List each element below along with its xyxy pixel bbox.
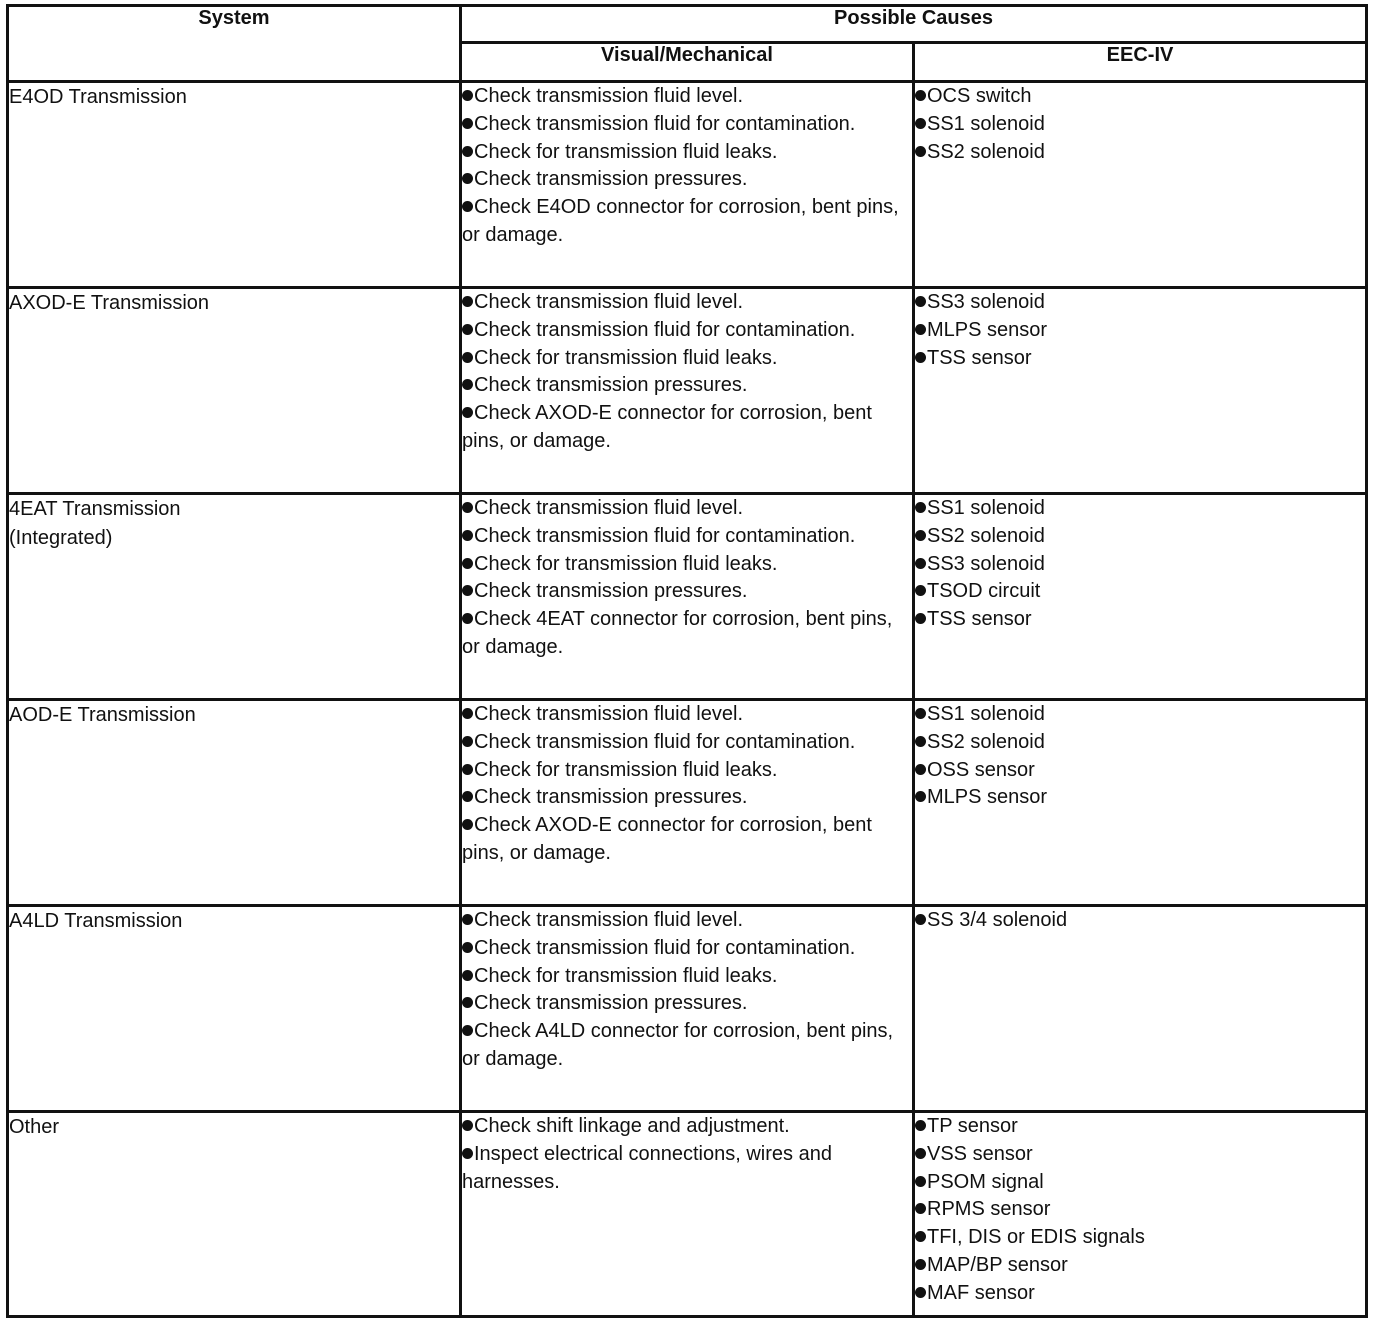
cause-text: PSOM signal xyxy=(927,1170,1044,1193)
eec-cause-item xyxy=(915,289,1365,317)
eec-cause-item xyxy=(915,345,1365,373)
system-cell xyxy=(8,700,461,906)
cause-text: Check transmission fluid level. xyxy=(474,291,743,313)
cause-text: SS2 solenoid xyxy=(927,730,1045,753)
eec-iv-cell xyxy=(914,82,1367,288)
eec-cause-item xyxy=(915,606,1365,634)
visual-cause-item xyxy=(462,495,912,523)
cause-text: MLPS sensor xyxy=(927,318,1048,341)
table-row xyxy=(8,288,1367,494)
eec-iv-cell xyxy=(914,700,1367,906)
cause-text: SS3 solenoid xyxy=(927,291,1045,313)
eec-cause-item xyxy=(915,1252,1365,1280)
visual-mechanical-cell xyxy=(461,1112,914,1317)
visual-cause-item xyxy=(462,1018,912,1074)
eec-cause-list xyxy=(915,83,1365,166)
cause-text: TP sensor xyxy=(927,1115,1018,1137)
system-name: A4LD Transmission xyxy=(9,910,183,932)
visual-cause-list xyxy=(462,907,912,1074)
bullet-icon xyxy=(462,613,473,624)
cause-text: Check transmission pressures. xyxy=(474,580,748,603)
cause-text: MLPS sensor xyxy=(927,786,1048,809)
eec-iv-cell xyxy=(914,1112,1367,1317)
bullet-icon xyxy=(915,296,926,307)
bullet-icon xyxy=(915,1259,926,1270)
visual-cause-item xyxy=(462,963,912,991)
visual-cause-list xyxy=(462,83,912,250)
visual-mechanical-cell xyxy=(461,288,914,494)
bullet-icon xyxy=(462,819,473,830)
visual-cause-list xyxy=(462,495,912,662)
table-row xyxy=(8,906,1367,1112)
visual-cause-item xyxy=(462,317,912,345)
cause-text: MAP/BP sensor xyxy=(927,1253,1068,1276)
cause-text: TSOD circuit xyxy=(927,580,1041,603)
visual-mechanical-cell xyxy=(461,700,914,906)
visual-cause-item xyxy=(462,523,912,551)
bullet-icon xyxy=(462,146,473,157)
system-header: System xyxy=(8,6,461,82)
eec-cause-item xyxy=(915,1141,1365,1169)
cause-text: Check transmission fluid level. xyxy=(474,497,743,519)
eec-iv-cell xyxy=(914,288,1367,494)
bullet-icon xyxy=(462,997,473,1008)
cause-text: Check AXOD-E connector for corrosion, bent pins, or damage. xyxy=(462,814,872,864)
cause-text: Check transmission fluid level. xyxy=(474,909,743,931)
bullet-icon xyxy=(915,146,926,157)
bullet-icon xyxy=(462,585,473,596)
cause-text: Check transmission fluid level. xyxy=(474,85,743,107)
cause-text: VSS sensor xyxy=(927,1142,1033,1165)
visual-cause-item xyxy=(462,372,912,400)
system-name: AXOD-E Transmission xyxy=(9,292,210,314)
bullet-icon xyxy=(915,764,926,775)
eec-cause-item xyxy=(915,139,1365,167)
eec-cause-item xyxy=(915,317,1365,345)
eec-cause-item xyxy=(915,1113,1365,1141)
bullet-icon xyxy=(462,708,473,719)
visual-cause-list xyxy=(462,1113,912,1196)
bullet-icon xyxy=(915,1231,926,1242)
system-name: Other xyxy=(9,1116,60,1138)
cause-text: Check E4OD connector for corrosion, bent pins, or damage. xyxy=(462,196,899,246)
bullet-icon xyxy=(462,407,473,418)
eec-iv-header: EEC-IV xyxy=(914,43,1367,82)
cause-text: SS2 solenoid xyxy=(927,140,1045,163)
visual-cause-item xyxy=(462,907,912,935)
visual-cause-item xyxy=(462,935,912,963)
cause-text: Inspect electrical connections, wires and harnesses. xyxy=(462,1142,832,1193)
cause-text: SS1 solenoid xyxy=(927,112,1045,135)
cause-text: TSS sensor xyxy=(927,346,1032,369)
bullet-icon xyxy=(462,90,473,101)
bullet-icon xyxy=(915,324,926,335)
system-cell xyxy=(8,906,461,1112)
bullet-icon xyxy=(915,585,926,596)
visual-cause-item xyxy=(462,606,912,662)
system-cell xyxy=(8,82,461,288)
visual-cause-item xyxy=(462,1113,912,1141)
visual-cause-item xyxy=(462,1141,912,1197)
visual-mechanical-cell xyxy=(461,82,914,288)
bullet-icon xyxy=(462,173,473,184)
bullet-icon xyxy=(462,1120,473,1131)
eec-cause-item xyxy=(915,1169,1365,1197)
bullet-icon xyxy=(915,118,926,129)
bullet-icon xyxy=(462,791,473,802)
cause-text: Check for transmission fluid leaks. xyxy=(474,964,778,987)
visual-cause-item xyxy=(462,400,912,456)
visual-mechanical-cell xyxy=(461,494,914,700)
system-name: E4OD Transmission xyxy=(9,86,187,108)
table-row xyxy=(8,1112,1367,1317)
eec-cause-item xyxy=(915,523,1365,551)
eec-cause-item xyxy=(915,907,1365,935)
cause-text: Check transmission fluid level. xyxy=(474,703,743,725)
visual-cause-item xyxy=(462,345,912,373)
eec-cause-list xyxy=(915,1113,1365,1308)
visual-cause-item xyxy=(462,289,912,317)
cause-text: Check transmission pressures. xyxy=(474,992,748,1015)
bullet-icon xyxy=(462,118,473,129)
eec-cause-item xyxy=(915,1196,1365,1224)
cause-text: Check transmission pressures. xyxy=(474,786,748,809)
eec-iv-cell xyxy=(914,494,1367,700)
bullet-icon xyxy=(915,613,926,624)
visual-cause-item xyxy=(462,990,912,1018)
visual-cause-list xyxy=(462,701,912,868)
bullet-icon xyxy=(462,736,473,747)
bullet-icon xyxy=(915,1203,926,1214)
bullet-icon xyxy=(462,324,473,335)
bullet-icon xyxy=(915,1148,926,1159)
eec-cause-list xyxy=(915,701,1365,812)
cause-text: Check AXOD-E connector for corrosion, bent pins, or damage. xyxy=(462,402,872,452)
eec-cause-item xyxy=(915,495,1365,523)
visual-cause-item xyxy=(462,139,912,167)
cause-text: Check 4EAT connector for corrosion, bent pins, or damage. xyxy=(462,608,893,658)
system-cell xyxy=(8,1112,461,1317)
bullet-icon xyxy=(462,530,473,541)
bullet-icon xyxy=(915,502,926,513)
table-row xyxy=(8,700,1367,906)
bullet-icon xyxy=(462,1025,473,1036)
bullet-icon xyxy=(915,914,926,925)
cause-text: SS1 solenoid xyxy=(927,703,1045,725)
cause-text: SS2 solenoid xyxy=(927,524,1045,547)
cause-text: Check transmission pressures. xyxy=(474,168,748,191)
bullet-icon xyxy=(915,791,926,802)
system-name: 4EAT Transmission xyxy=(9,498,181,520)
bullet-icon xyxy=(462,1148,473,1159)
eec-cause-item xyxy=(915,729,1365,757)
cause-text: Check transmission fluid for contamination. xyxy=(474,730,856,753)
visual-cause-item xyxy=(462,701,912,729)
eec-cause-item xyxy=(915,701,1365,729)
bullet-icon xyxy=(462,379,473,390)
cause-text: Check for transmission fluid leaks. xyxy=(474,346,778,369)
cause-text: Check for transmission fluid leaks. xyxy=(474,140,778,163)
eec-cause-item xyxy=(915,111,1365,139)
visual-cause-item xyxy=(462,784,912,812)
eec-cause-item xyxy=(915,1224,1365,1252)
bullet-icon xyxy=(462,502,473,513)
cause-text: Check transmission fluid for contamination. xyxy=(474,936,856,959)
bullet-icon xyxy=(915,1120,926,1131)
cause-text: Check transmission fluid for contamination. xyxy=(474,318,856,341)
bullet-icon xyxy=(915,1287,926,1298)
possible-causes-header: Possible Causes xyxy=(461,6,1367,43)
bullet-icon xyxy=(462,352,473,363)
eec-cause-item xyxy=(915,551,1365,579)
visual-cause-item xyxy=(462,578,912,606)
cause-text: MAF sensor xyxy=(927,1281,1035,1304)
table-row xyxy=(8,494,1367,700)
visual-mechanical-cell xyxy=(461,906,914,1112)
table-row xyxy=(8,82,1367,288)
visual-cause-item xyxy=(462,194,912,250)
cause-text: Check transmission fluid for contamination. xyxy=(474,524,856,547)
cause-text: RPMS sensor xyxy=(927,1198,1051,1221)
table-body xyxy=(8,82,1367,1317)
eec-cause-item xyxy=(915,83,1365,111)
bullet-icon xyxy=(462,764,473,775)
cause-text: Check for transmission fluid leaks. xyxy=(474,758,778,781)
cause-text: Check transmission pressures. xyxy=(474,374,748,397)
eec-cause-item xyxy=(915,578,1365,606)
eec-cause-item xyxy=(915,757,1365,785)
cause-text: OSS sensor xyxy=(927,758,1035,781)
bullet-icon xyxy=(462,296,473,307)
eec-cause-list xyxy=(915,495,1365,634)
eec-cause-list xyxy=(915,289,1365,372)
visual-cause-list xyxy=(462,289,912,456)
bullet-icon xyxy=(915,558,926,569)
visual-cause-item xyxy=(462,551,912,579)
bullet-icon xyxy=(915,708,926,719)
visual-mechanical-header: Visual/Mechanical xyxy=(461,43,914,82)
eec-cause-item xyxy=(915,1280,1365,1308)
eec-cause-list xyxy=(915,907,1365,935)
cause-text: SS 3/4 solenoid xyxy=(927,909,1068,931)
visual-cause-item xyxy=(462,111,912,139)
visual-cause-item xyxy=(462,166,912,194)
system-name: (Integrated) xyxy=(9,527,113,549)
cause-text: Check transmission fluid for contamination. xyxy=(474,112,856,135)
cause-text: Check for transmission fluid leaks. xyxy=(474,552,778,575)
possible-causes-table xyxy=(6,4,1368,1318)
bullet-icon xyxy=(462,558,473,569)
cause-text: SS1 solenoid xyxy=(927,497,1045,519)
cause-text: TSS sensor xyxy=(927,608,1032,631)
bullet-icon xyxy=(915,1176,926,1187)
visual-cause-item xyxy=(462,757,912,785)
system-cell xyxy=(8,288,461,494)
bullet-icon xyxy=(915,90,926,101)
visual-cause-item xyxy=(462,812,912,868)
system-name: AOD-E Transmission xyxy=(9,704,196,726)
visual-cause-item xyxy=(462,729,912,757)
bullet-icon xyxy=(915,736,926,747)
cause-text: SS3 solenoid xyxy=(927,552,1045,575)
bullet-icon xyxy=(915,352,926,363)
eec-iv-cell xyxy=(914,906,1367,1112)
cause-text: Check shift linkage and adjustment. xyxy=(474,1115,790,1137)
bullet-icon xyxy=(462,970,473,981)
visual-cause-item xyxy=(462,83,912,111)
bullet-icon xyxy=(462,942,473,953)
bullet-icon xyxy=(462,201,473,212)
bullet-icon xyxy=(462,914,473,925)
cause-text: OCS switch xyxy=(927,85,1032,107)
cause-text: Check A4LD connector for corrosion, bent pins, or damage. xyxy=(462,1020,894,1070)
system-cell xyxy=(8,494,461,700)
eec-cause-item xyxy=(915,784,1365,812)
cause-text: TFI, DIS or EDIS signals xyxy=(927,1226,1145,1249)
bullet-icon xyxy=(915,530,926,541)
